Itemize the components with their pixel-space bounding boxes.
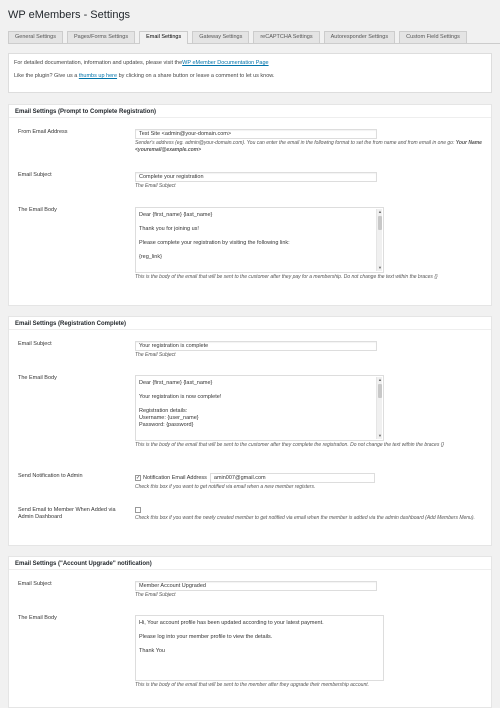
page-title: WP eMembers - Settings: [8, 9, 131, 21]
documentation-line: [14, 60, 486, 67]
tab-pages-forms-settings[interactable]: Pages/Forms Settings: [67, 31, 135, 43]
complete-body-textarea[interactable]: [135, 375, 384, 441]
notify-admin-field-wrap: [135, 473, 483, 491]
scroll-down-icon[interactable]: ▼: [378, 433, 382, 438]
prompt-body-label: The Email Body: [18, 207, 57, 213]
prompt-body-textarea[interactable]: [135, 207, 384, 273]
body-line: {reg_link}: [139, 254, 162, 260]
upgrade-body-field-wrap: [135, 615, 483, 689]
registration-complete-section: [8, 316, 492, 546]
prompt-body-field-wrap: [135, 207, 483, 281]
notify-admin-checkbox[interactable]: ✓: [136, 475, 141, 481]
upgrade-body-textarea[interactable]: [135, 615, 384, 681]
send-member-label: Send Email to Member When Added via Admin Dashboard: [18, 507, 116, 520]
textarea-scrollbar[interactable]: [376, 209, 382, 271]
from-email-desc: [135, 140, 483, 153]
tab-email-settings[interactable]: Email Settings: [139, 31, 188, 44]
tab-gateway-settings[interactable]: Gateway Settings: [192, 31, 249, 43]
body-line: Dear {first_name} {last_name}: [139, 212, 213, 218]
settings-tabs: [8, 31, 500, 44]
scroll-up-icon[interactable]: ▲: [378, 209, 382, 214]
prompt-body-desc: This is the body of the email that will be sent to the customer after they pay for a membership. Do not change the text within the braces {}: [135, 274, 438, 280]
account-upgrade-section: [8, 556, 492, 708]
complete-subject-input[interactable]: [135, 341, 377, 351]
upgrade-subject-label: Email Subject: [18, 581, 52, 587]
prompt-registration-section: [8, 104, 492, 306]
body-line: Please log into your member profile to view the details.: [139, 634, 273, 640]
scrollbar-thumb[interactable]: [378, 216, 382, 230]
prompt-subject-input[interactable]: [135, 172, 377, 182]
body-line: Thank You: [139, 648, 165, 654]
complete-body-label: The Email Body: [18, 375, 57, 381]
info-notice: [8, 53, 492, 93]
tab-autoresponder-settings[interactable]: Autoresponder Settings: [324, 31, 395, 43]
from-email-desc-text: Sender's address (eg. admin@your-domain.com). You can enter the email in the following format to set the from name and from email in one go:: [135, 140, 456, 146]
tab-custom-field-settings[interactable]: Custom Field Settings: [399, 31, 467, 43]
body-line: Thank you for joining us!: [139, 226, 199, 232]
from-email-label: From Email Address: [18, 129, 68, 135]
scroll-up-icon[interactable]: ▲: [378, 377, 382, 382]
upgrade-subject-field-wrap: [135, 581, 483, 599]
body-line: Your registration is now complete!: [139, 394, 222, 400]
complete-subject-desc: The Email Subject: [135, 352, 176, 358]
body-line: Dear {first_name} {last_name}: [139, 380, 213, 386]
send-member-desc: Check this box if you want the newly created member to get notified via email when the member is added via the admin dashboard (Add Members Menu).: [135, 514, 475, 521]
complete-body-field-wrap: [135, 375, 483, 449]
thumbs-up-line: [14, 73, 486, 80]
prompt-subject-label: Email Subject: [18, 172, 52, 178]
section-title: Email Settings (Prompt to Complete Registration): [9, 105, 491, 118]
thumbs-up-link[interactable]: thumbs up here: [78, 73, 118, 79]
notify-admin-label: Send Notification to Admin: [18, 473, 83, 479]
body-line: Hi, Your account profile has been updated according to your latest payment.: [139, 620, 324, 626]
scroll-down-icon[interactable]: ▼: [378, 265, 382, 270]
section-title: Email Settings (Registration Complete): [9, 317, 491, 330]
from-email-field-wrap: [135, 129, 483, 153]
upgrade-body-desc: This is the body of the email that will be sent to the member after they upgrade their membership account.: [135, 682, 370, 688]
complete-subject-field-wrap: [135, 341, 483, 359]
upgrade-body-label: The Email Body: [18, 615, 57, 621]
documentation-link[interactable]: WP eMember Documentation Page: [182, 60, 269, 66]
section-title: Email Settings ("Account Upgrade" notification): [9, 557, 491, 570]
thumbs-up-prefix: Like the plugin? Give us a: [14, 73, 79, 79]
tab-recaptcha-settings[interactable]: reCAPTCHA Settings: [253, 31, 319, 43]
prompt-subject-field-wrap: [135, 172, 483, 190]
from-email-format-example: Your Name <youremail@example.com>: [135, 140, 482, 153]
body-line: Please complete your registration by visiting the following link:: [139, 240, 290, 246]
body-line: Registration details:: [139, 408, 188, 414]
notify-admin-desc: Check this box if you want to get notified via email when a new member registers.: [135, 484, 316, 490]
notify-admin-email-input[interactable]: [210, 473, 375, 483]
notify-admin-checkbox-label: Notification Email Address: [143, 475, 207, 481]
upgrade-subject-desc: The Email Subject: [135, 592, 176, 598]
prompt-subject-desc: The Email Subject: [135, 183, 176, 189]
send-member-checkbox[interactable]: [135, 507, 141, 513]
tab-general-settings[interactable]: General Settings: [8, 31, 63, 43]
textarea-scrollbar[interactable]: [376, 377, 382, 439]
body-line: Username: {user_name}: [139, 415, 199, 421]
thumbs-up-suffix: by clicking on a share button or leave a comment to let us know.: [117, 73, 275, 79]
upgrade-subject-input[interactable]: [135, 581, 377, 591]
complete-subject-label: Email Subject: [18, 341, 52, 347]
body-line: Password: {password}: [139, 422, 194, 428]
from-email-input[interactable]: [135, 129, 377, 139]
complete-body-desc: This is the body of the email that will be sent to the customer after they complete the registration. Do not change the text within the braces {}: [135, 442, 445, 448]
documentation-text: For detailed documentation, information and updates, please visit the: [14, 60, 183, 66]
scrollbar-thumb[interactable]: [378, 384, 382, 398]
send-member-field-wrap: [135, 507, 483, 521]
